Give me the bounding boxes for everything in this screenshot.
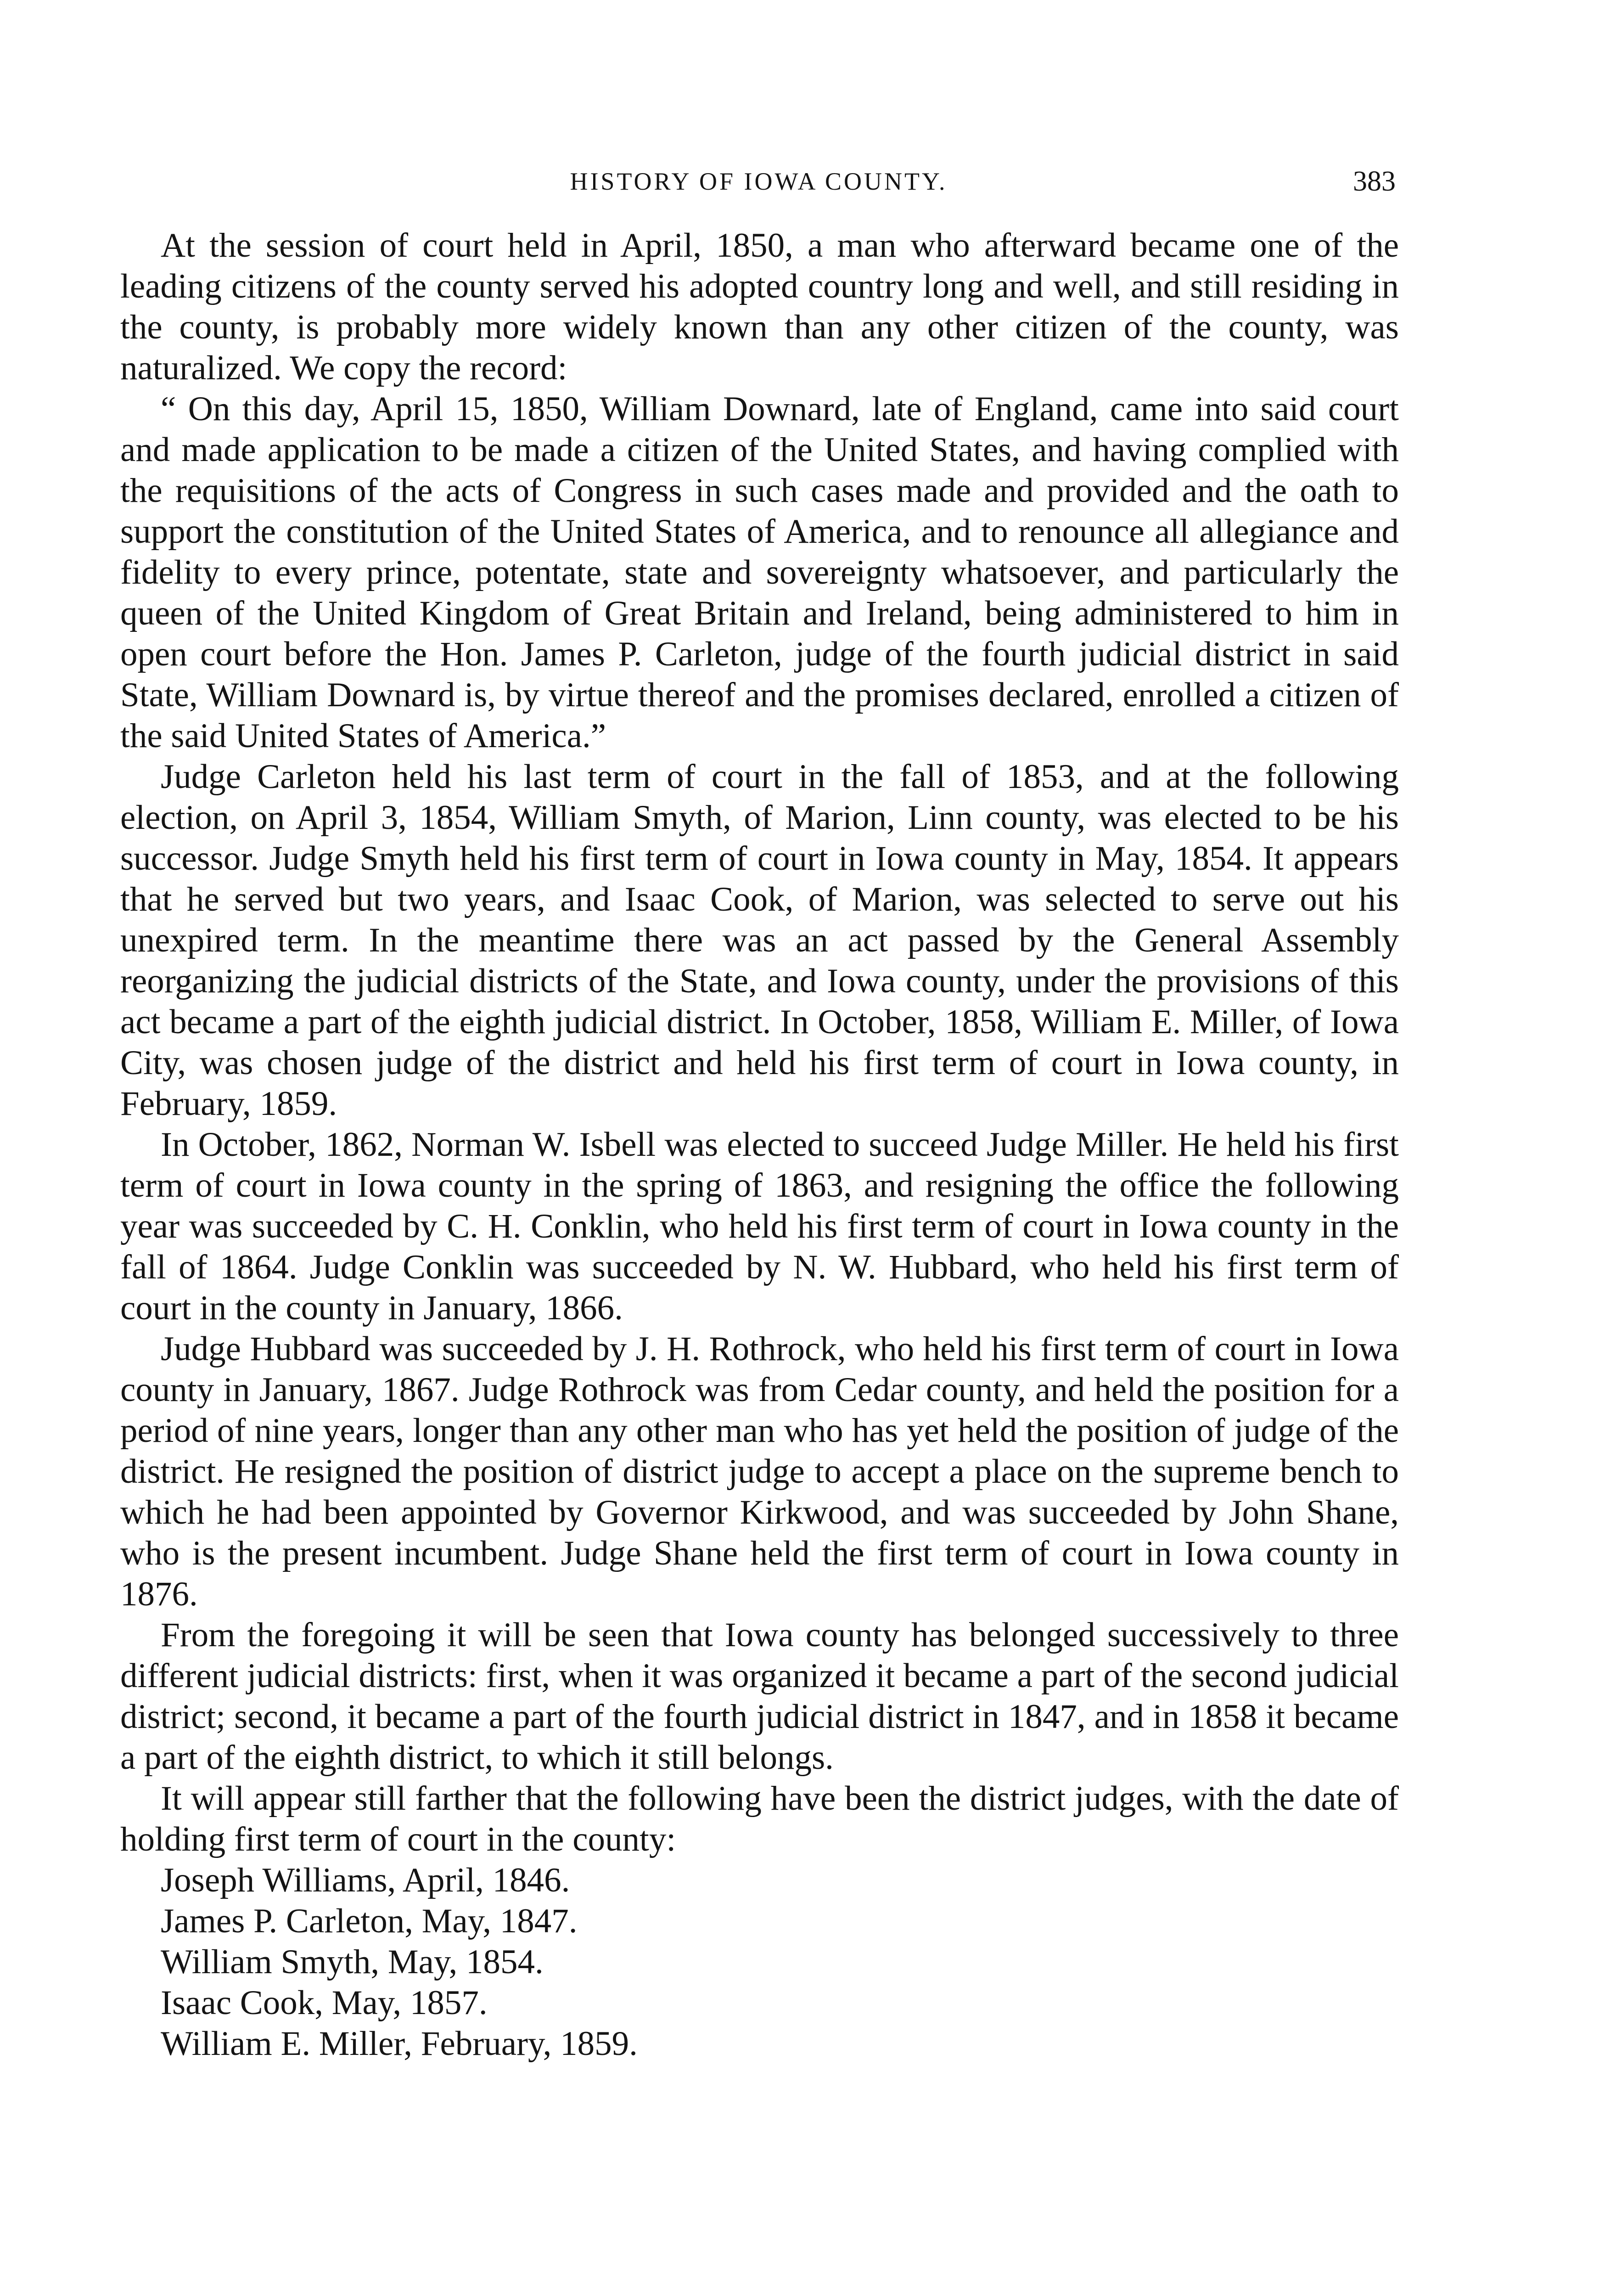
paragraph-october-1862: In October, 1862, Norman W. Isbell was elected to succeed Judge Miller. He held his first term of court in Iowa county in the spring of 1863, and resigning the office the following year was succeeded by C. H. Conklin, who held his first term of court in Iowa county in the fall of 1864. Judge Conklin was succeeded by N. W. Hubbard, who held his first term of court in the county in January, 1866. <box>120 1125 1399 1327</box>
running-head <box>122 163 1396 200</box>
paragraph-judges-intro: It will appear still farther that the following have been the district judges, with the date of holding first term of court in the county: <box>120 1779 1399 1858</box>
judge-list <box>120 1860 1399 2064</box>
list-item: James P. Carleton, May, 1847. <box>161 1902 578 1940</box>
paragraph-judicial-districts: From the foregoing it will be seen that Iowa county has belonged successively to three different judicial districts: first, when it was organized it became a part of the second judicial district; second, it became a part of the fourth judicial district in 1847, and in 1858 it became a part of the eighth district, to which it still belongs. <box>120 1616 1399 1777</box>
running-title: HISTORY OF IOWA COUNTY. <box>570 168 948 195</box>
page-number: 383 <box>1353 166 1396 197</box>
paragraph-naturalization: At the session of court held in April, 1850, a man who afterward became one of the leading citizens of the county served his adopted country long and well, and still residing in the county, is probably more widely known than any other citizen of the county, was naturalized. We copy the record: <box>120 226 1399 387</box>
list-item: William E. Miller, February, 1859. <box>161 2025 638 2063</box>
paragraph-judge-hubbard: Judge Hubbard was succeeded by J. H. Rothrock, who held his first term of court in Iowa county in January, 1867. Judge Rothrock was from Cedar county, and held the position for a period of nine years, longer than any other man who has yet held the position of judge of the district. He resigned the position of district judge to accept a place on the supreme bench to which he had been appointed by Governor Kirkwood, and was succeeded by John Shane, who is the present incumbent. Judge Shane held the first term of court in Iowa county in 1876. <box>120 1330 1399 1613</box>
list-item: William Smyth, May, 1854. <box>161 1943 544 1981</box>
paragraph-court-record-quote: “ On this day, April 15, 1850, William Downard, late of England, came into said court and made application to be made a citizen of the United States, and having complied with the requisitions of the acts of Congress in such cases made and provided and the oath to support the constitution of the United States of America, and to renounce all allegiance and fidelity to every prince, potentate, state and sovereignty whatsoever, and particularly the queen of the United Kingdom of Great Britain and Ireland, being administered to him in open court before the Hon. James P. Carleton, judge of the fourth judicial district in said State, William Downard is, by virtue thereof and the promises declared, enrolled a citizen of the said United States of America.” <box>120 390 1399 755</box>
list-item: Joseph Williams, April, 1846. <box>161 1861 570 1899</box>
body-text <box>120 225 1399 2064</box>
list-item: Isaac Cook, May, 1857. <box>161 1984 488 2022</box>
paragraph-judge-carleton: Judge Carleton held his last term of court in the fall of 1853, and at the following election, on April 3, 1854, William Smyth, of Marion, Linn county, was elected to be his successor. Judge Smyth held his first term of court in Iowa county in May, 1854. It appears that he served but two years, and Isaac Cook, of Marion, was selected to serve out his unexpired term. In the meantime there was an act passed by the General Assembly reorganizing the judicial districts of the State, and Iowa county, under the provisions of this act became a part of the eighth judicial district. In October, 1858, William E. Miller, of Iowa City, was chosen judge of the district and held his first term of court in Iowa county, in February, 1859. <box>120 758 1399 1123</box>
